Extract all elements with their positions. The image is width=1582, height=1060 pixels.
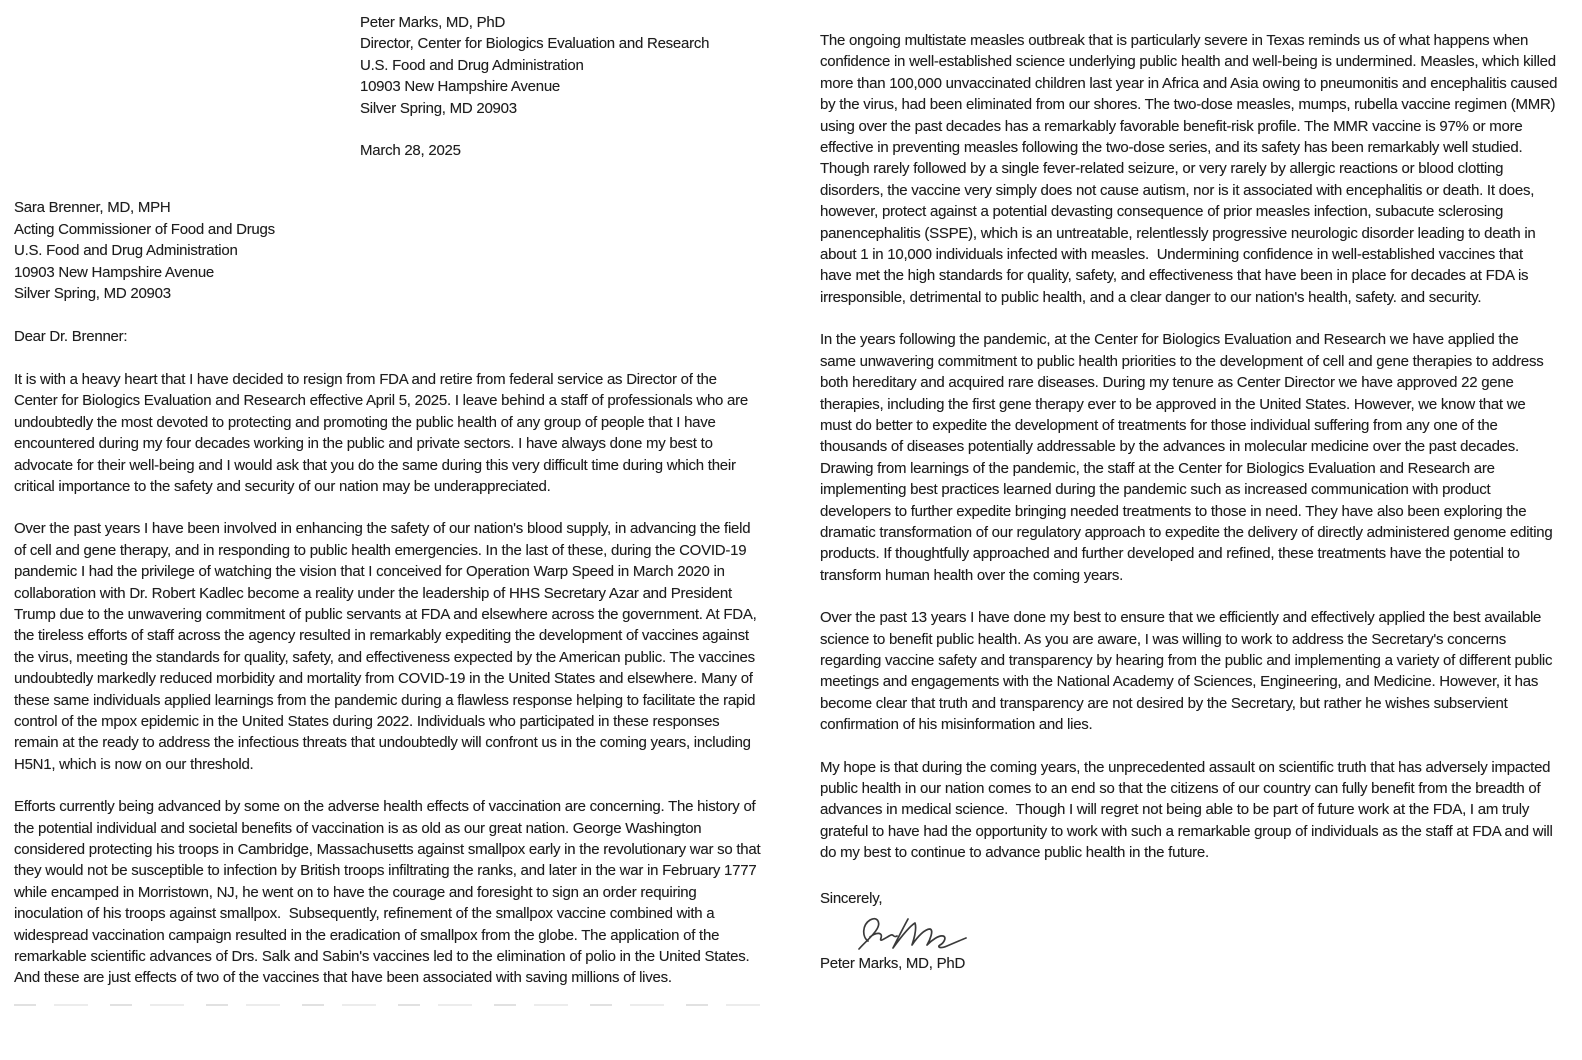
recipient-street: 10903 New Hampshire Avenue — [14, 263, 215, 281]
typed-signature-name: Peter Marks, MD, PhD — [820, 955, 966, 973]
letter-page-1 — [14, 0, 765, 1011]
recipient-name: Sara Brenner, MD, MPH — [14, 199, 171, 217]
body-paragraph: Over the past 13 years I have done my best to ensure that we efficiently and effectively applied the best available science to benefit public health. As you are aware, I was willing to work to address the Secretary's concerns regarding vaccine safety and transparency by hearing from the public and implementing a variety of different public meetings and engagements with the National Academy of Sciences, Engineering, and Medicine. However, it has become clear that truth and transparency are not desired by the Secretary, but rather he wishes subservient confirmation of his misinformation and lies. — [820, 609, 1557, 734]
recipient-city: Silver Spring, MD 20903 — [14, 285, 171, 303]
body-paragraph: Over the past years I have been involved in enhancing the safety of our nation's blood supply, in advancing the field of cell and gene therapy, and in responding to public health emergencies. In the last of these, during the COVID-19 pandemic I had the privilege of watching the vision that I conceived for Operation Warp Speed in March 2020 in collaboration with Dr. Robert Kadlec become a reality under the leadership of HHS Secretary Azar and President Trump due to the unwavering commitment of public servants at FDA and elsewhere across the government. At FDA, the tireless efforts of staff across the agency resulted in remarkably expediting the development of vaccines against the virus, meeting the standards for quality, safety, and effectiveness expected by the American public. The vaccines undoubtedly markedly reduced morbidity and mortality from COVID-19 in the United States and elsewhere. Many of these same individuals applied learnings from the pandemic during a flawless response helping to facilitate the rapid control of the mpox epidemic in the United States during 2022. Individuals who participated in these responses remain at the ready to address the infectious threats that undoubtedly will confront us in the coming years, including H5N1, which is now on our threshold. — [14, 520, 761, 773]
recipient-address-block — [14, 197, 762, 304]
sender-title: Director, Center for Biologics Evaluation and Research — [360, 35, 710, 53]
clipped-text-line — [14, 1004, 762, 1011]
body-paragraph: It is with a heavy heart that I have decided to resign from FDA and retire from federal service as Director of the Center for Biologics Evaluation and Research effective April 5, 2025. I leave behind a staff of professionals who are undoubtedly the most devoted to protecting and promoting the public health of any group of people that I have encountered during my four decades working in the public and private sectors. I have always done my best to advocate for their well-being and I would ask that you do the same during this very difficult time during which their critical importance to the safety and security of our nation may be underappreciated. — [14, 370, 752, 495]
sender-city: Silver Spring, MD 20903 — [360, 99, 517, 117]
body-paragraph: The ongoing multistate measles outbreak that is particularly severe in Texas reminds us of what happens when confidence in well-established science underlying public health and well-being is undermined. Measles, which killed more than 100,000 unvaccinated children last year in Africa and Asia owing to pneumonitis and encephalitis caused by the virus, had been eliminated from our shores. The two-dose measles, mumps, rubella vaccine regimen (MMR) using over the past decades has a remarkably favorable benefit-risk profile. The MMR vaccine is 97% or more effective in preventing measles following the two-dose series, and its safety has been remarkably well studied. Though rarely followed by a single fever-related seizure, or very rarely by allergic reactions or blood clotting disorders, the vaccine very simply does not cause autism, nor is it associated with encephalitis or death. It does, however, protect against a potential devasting consequence of prior measles infection, subacute sclerosing panencephalitis (SSPE), which is an untreatable, relentlessly progressive neurologic disorder leading to death in about 1 in 10,000 individuals infected with measles. Undermining confidence in well-established vaccines that have met the high standards for quality, safety, and effectiveness that have been in place for decades at FDA is irresponsible, detrimental to public health, and a clear danger to our nation's health, safety. and security. — [820, 32, 1562, 306]
letter-date: March 28, 2025 — [360, 142, 461, 160]
salutation: Dear Dr. Brenner: — [14, 328, 128, 346]
signature-ink-icon — [850, 911, 1000, 955]
sender-street: 10903 New Hampshire Avenue — [360, 78, 561, 96]
handwritten-signature — [850, 911, 1558, 955]
recipient-agency: U.S. Food and Drug Administration — [14, 242, 238, 260]
body-paragraph: In the years following the pandemic, at the Center for Biologics Evaluation and Research we have applied the same unwavering commitment to public health priorities to the development of cell and gene therapies to address both hereditary and acquired rare diseases. During my tenure as Center Director we have approved 22 gene therapies, including the first gene therapy ever to be approved in the United States. However, we know that we must do better to expedite the development of treatments for those individual suffering from any one of the thousands of diseases potentially addressable by the advances in molecular medicine over the past decades. Drawing from learnings of the pandemic, the staff at the Center for Biologics Evaluation and Research are implementing best practices learned during the pandemic such as increased communication with product developers to further expedite bringing needed treatments to those in need. They have also been exploring the dramatic transformation of our regulatory approach to expedite the delivery of directly administered genome editing products. If thoughtfully approached and further developed and refined, these treatments have the potential to transform human health over the coming years. — [820, 331, 1557, 584]
body-paragraph: My hope is that during the coming years, the unprecedented assault on scientific truth that has adversely impacted public health in our nation comes to an end so that the citizens of our country can fully benefit from the breadth of advances in medical science. Though I will regret not being able to be part of future work at the FDA, I am truly grateful to have had the opportunity to work with such a remarkable group of individuals as the staff at FDA and will do my best to continue to advance public health in the future. — [820, 758, 1557, 862]
letter-page-2 — [820, 0, 1562, 974]
body-paragraph: Efforts currently being advanced by some on the adverse health effects of vaccination are concerning. The history of the potential individual and societal benefits of vaccination is as old as our great nation. George Washington considered protecting his troops in Cambridge, Massachusetts against smallpox early in the revolutionary war so that they would not be susceptible to infection by British troops infiltrating the ranks, and later in the war in February 1777 while encamped in Morristown, NJ, he went on to have the courage and foresight to sign an order requiring inoculation of his troops against smallpox. Subsequently, refinement of the smallpox vaccine combined with a widespread vaccination campaign resulted in the eradication of smallpox from the globe. The application of the remarkable scientific advances of Drs. Salk and Sabin's vaccines led to the elimination of polio in the United States. And these are just effects of two of the vaccines that have been associated with saving millions of lives. — [14, 798, 765, 987]
recipient-title: Acting Commissioner of Food and Drugs — [14, 220, 275, 238]
sender-agency: U.S. Food and Drug Administration — [360, 56, 584, 74]
sender-address-block — [360, 12, 762, 119]
closing-salutation: Sincerely, — [820, 889, 883, 907]
sender-name: Peter Marks, MD, PhD — [360, 14, 506, 31]
